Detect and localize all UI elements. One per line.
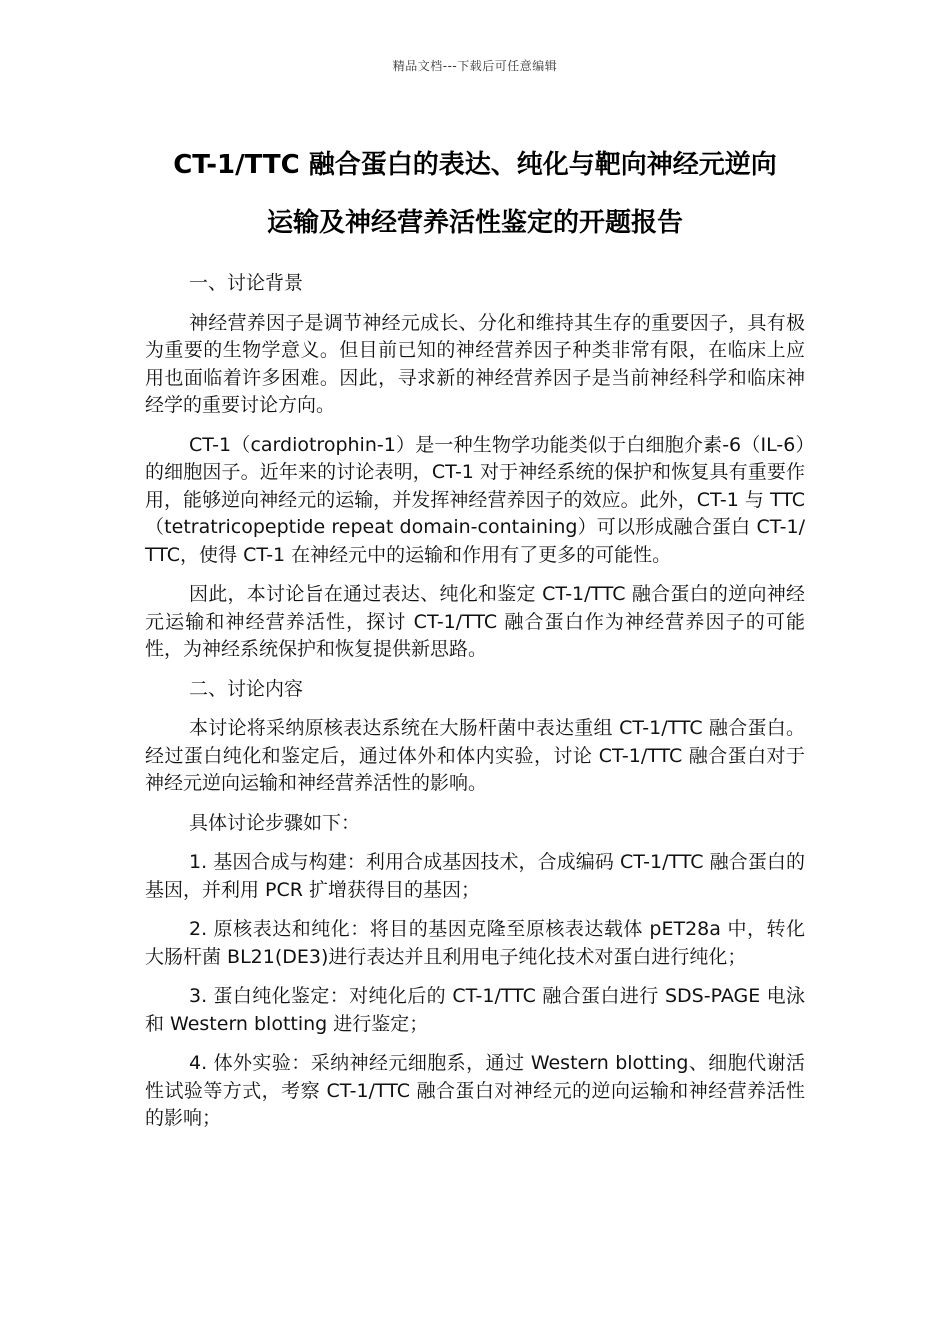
content-paragraph-1: 本讨论将采纳原核表达系统在大肠杆菌中表达重组 CT-1/TTC 融合蛋白。经过蛋白纯化和鉴定后，通过体外和体内实验，讨论 CT-1/TTC 融合蛋白对于神经元逆向运输和神经营养活性的影响。 — [145, 717, 805, 794]
document-title — [110, 136, 840, 252]
document-body — [145, 270, 805, 1145]
section-heading-background: 一、讨论背景 — [189, 272, 304, 294]
step-item: 3. 蛋白纯化鉴定：对纯化后的 CT-1/TTC 融合蛋白进行 SDS-PAGE 电泳和 Western blotting 进行鉴定； — [145, 985, 805, 1035]
page-header-note: 精品文档---下载后可任意编辑 — [392, 59, 558, 73]
background-paragraph-2: CT-1（cardiotrophin-1）是一种生物学功能类似于白细胞介素-6（IL-6）的细胞因子。近年来的讨论表明，CT-1 对于神经系统的保护和恢复具有重要作用，能够逆向神经元的运输，并发挥神经营养因子的效应。此外，CT-1 与 TTC（tetratricopeptide repeat domain-containing）可以形成融合蛋白 CT-1/TTC，使得 CT-1 在神经元中的运输和作用有了更多的可能性。 — [145, 433, 805, 566]
document-title-line-1: CT-1/TTC 融合蛋白的表达、纯化与靶向神经元逆向 — [173, 150, 777, 180]
background-paragraph-3: 因此，本讨论旨在通过表达、纯化和鉴定 CT-1/TTC 融合蛋白的逆向神经元运输和神经营养活性，探讨 CT-1/TTC 融合蛋白作为神经营养因子的可能性，为神经系统保护和恢复提供新思路。 — [145, 583, 805, 660]
steps-intro: 具体讨论步骤如下： — [189, 811, 361, 834]
background-paragraph-1: 神经营养因子是调节神经元成长、分化和维持其生存的重要因子，具有极为重要的生物学意义。但目前已知的神经营养因子种类非常有限，在临床上应用也面临着许多困难。因此，寻求新的神经营养因子是当前神经科学和临床神经学的重要讨论方向。 — [145, 311, 805, 416]
step-item: 2. 原核表达和纯化：将目的基因克隆至原核表达载体 pET28a 中，转化大肠杆菌 BL21(DE3)进行表达并且利用电子纯化技术对蛋白进行纯化； — [145, 918, 805, 968]
section-heading-content: 二、讨论内容 — [189, 677, 304, 700]
step-item: 4. 体外实验：采纳神经元细胞系，通过 Western blotting、细胞代谢活性试验等方式，考察 CT-1/TTC 融合蛋白对神经元的逆向运输和神经营养活性的影响； — [145, 1052, 805, 1129]
document-title-line-2: 运输及神经营养活性鉴定的开题报告 — [266, 208, 683, 238]
step-item: 1. 基因合成与构建：利用合成基因技术，合成编码 CT-1/TTC 融合蛋白的基因，并利用 PCR 扩增获得目的基因； — [145, 851, 805, 901]
